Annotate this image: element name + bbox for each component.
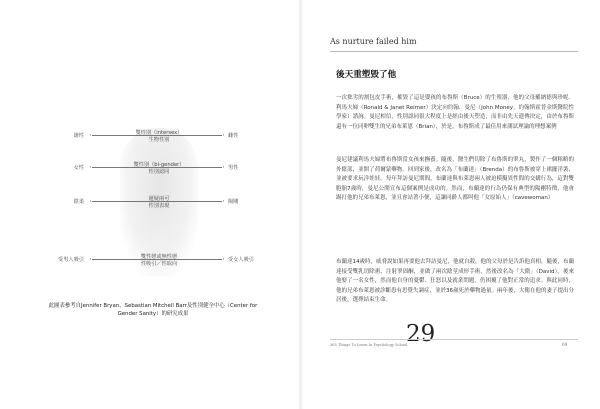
row-4-left-label: 受男人吸引 bbox=[58, 257, 84, 263]
row-4-right-label: 受女人吸引 bbox=[228, 257, 254, 263]
chapter-number: 29 bbox=[406, 321, 436, 347]
row-3-left-label: 陰柔 bbox=[73, 199, 84, 205]
row-3-center-text: 遲疑兩可 性別表現 bbox=[148, 196, 170, 209]
row-4-center-text: 雙性戀或無性戀 性吸引／性取向 bbox=[140, 254, 178, 267]
heading-rule bbox=[330, 51, 578, 52]
paragraph-1: 一次拙劣的割包皮手術，摧毀了這是嬰孩的布魯斯（Bruce）的生殖器，他的父母羅納德與珍妮．利馬夫婦（Ronald & Janet Reimer）決定向約翰．曼尼（John Money，約翰斯霍普金斯醫院性學家）諮詢。曼尼相信，性別認同很大程度上是經由後天塑造，而非由先天遺傳決定，由於布魯斯還有一位同卵雙生的兄弟布萊恩（Brian），於是，布魯斯成了最佳用來測試理論的理想案例 bbox=[336, 95, 574, 130]
row-2-left-label: 女性 bbox=[73, 165, 84, 171]
row-3-center-label bbox=[119, 196, 199, 209]
chinese-heading: 後天重塑毀了他 bbox=[336, 70, 397, 80]
paragraph-2: 曼尼建議利馬夫婦將布魯斯當女孩來撫養。隨後，醫生們切除了布魯斯的睪丸，製作了一個粗略的外陰部，並開了荷爾蒙藥物。回到家後，改名為「布蘭達」（Brenda）的布魯斯被穿上裙擺洋裝，並被要求玩洋娃娃。每年拜訪曼尼期間，布蘭達與布萊恩兩人被迫模擬異性間的交媾行為，這對雙胞胎7歲時，曼尼公開宣布這個案例是成功的。然而，布蘭達的行為仍保有典型的陽剛特徵，他會踢打他的兄弟布萊恩，並且會站著小便，這讓同齡人都叫他「女原始人」（cavewoman） bbox=[336, 157, 574, 202]
row-1-center-text: 雙性別（intersex） 生物性別 bbox=[135, 130, 183, 143]
row-1-right-label: 雌性 bbox=[228, 133, 239, 139]
gender-spectrum-diagram bbox=[40, 118, 270, 278]
row-2-center-label bbox=[119, 162, 199, 175]
row-3-right-label: 陽剛 bbox=[228, 199, 239, 205]
page-number: 69 bbox=[562, 342, 568, 347]
page-gutter bbox=[298, 0, 304, 409]
row-1-center-label bbox=[119, 130, 199, 143]
english-heading: As nurture failed him bbox=[330, 37, 417, 46]
paragraph-3: 布蘭達14歲時，威脅說如果再要他去拜訪曼尼，他就自殺，他的父母於是告訴他真相。隨後，布蘭達接受雙乳切除術、注射睪固酮，並做了兩次陰莖成形手術，然後改名為「大衛」（David）。後來他娶了一名女性，然而他自身的憂鬱、狂怒以及就業問題，仍困擾了他對正常的追求。與此同時，他的兄弟布萊恩被診斷患有思覺失調症，並於36歲死於藥物過量。兩年後，大衛在他的妻子提出分居後，選擇結束生命。 bbox=[336, 259, 575, 304]
row-1-left-label: 雄性 bbox=[73, 133, 84, 139]
row-2-center-text: 雙性別（bi-gender） 性別認同 bbox=[133, 162, 185, 175]
footer-rule bbox=[330, 339, 578, 340]
footer-book-title: 365 Things To Learn In Psychology School bbox=[330, 343, 408, 347]
diagram-caption: 此圖表參考自Jennifer Bryan、Sebastian Mitchell Barr及性別健全中心（Center for Gender Sanity）的研究成果 bbox=[48, 303, 258, 317]
row-2-right-label: 男性 bbox=[228, 165, 239, 171]
row-4-center-label bbox=[119, 254, 199, 267]
